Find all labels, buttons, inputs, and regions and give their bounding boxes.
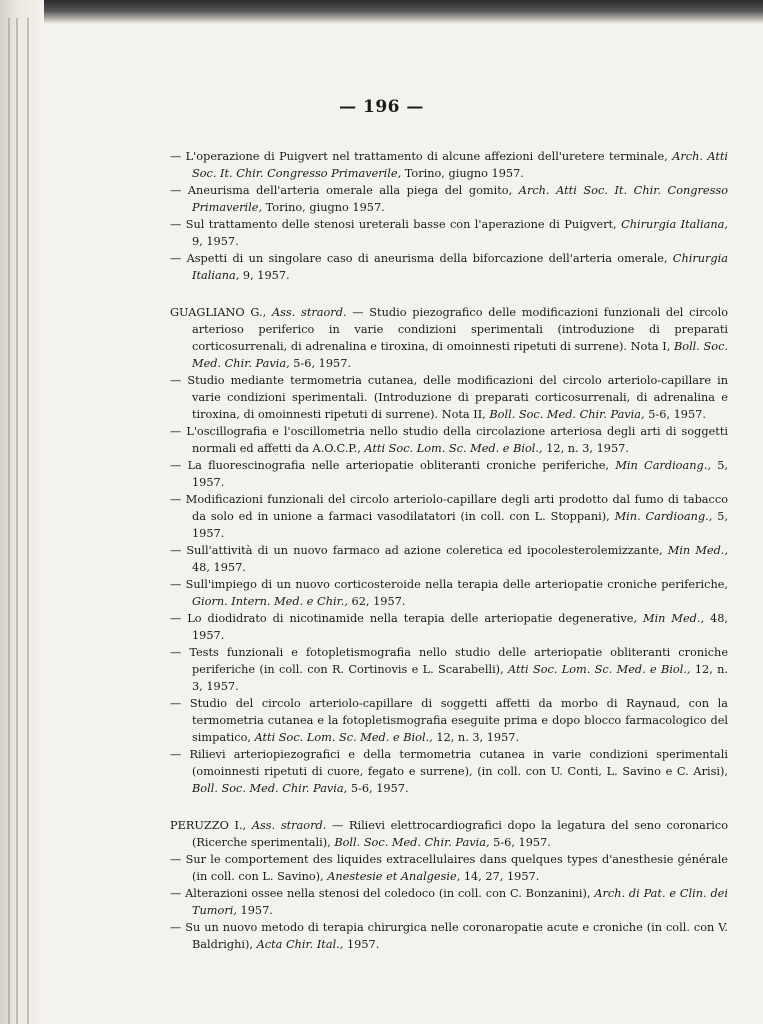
entry-title: — Sur le comportement des liquides extracellulaires dans quelques types d'anesthesie générale (in coll. con L. Savino),: [170, 853, 728, 883]
entry-title: — Sull'impiego di un nuovo corticosteroide nella terapia delle arteriopatie croniche periferiche,: [170, 578, 728, 591]
entry-citation: 14, 27, 1957.: [460, 870, 540, 883]
bibliography-list: [170, 148, 728, 953]
journal-name: Min Med.,: [643, 612, 705, 625]
bibliography-entry: [170, 919, 728, 953]
entry-citation: Torino, giugno 1957.: [262, 201, 385, 214]
author-role: Ass. straord.: [271, 306, 347, 319]
journal-name: Boll. Soc. Med. Chir. Pavia,: [334, 836, 490, 849]
bibliography-entry: [170, 610, 728, 644]
journal-name: Atti Soc. Lom. Sc. Med. e Biol.,: [364, 442, 543, 455]
journal-name: Min. Cardioang.,: [614, 510, 713, 523]
bibliography-entry: [170, 304, 728, 372]
journal-name: Min Cardioang.,: [615, 459, 711, 472]
bibliography-entry: [170, 491, 728, 542]
bibliography-entry: [170, 148, 728, 182]
entry-citation: 12, n. 3, 1957.: [542, 442, 629, 455]
entry-citation: 12, n. 3, 1957.: [192, 663, 728, 693]
entry-citation: 48, 1957.: [192, 612, 728, 642]
entry-title: — L'operazione di Puigvert nel trattamento di alcune affezioni dell'uretere terminale,: [170, 150, 673, 163]
binding-line: [16, 18, 18, 1024]
page-binding-edge: [0, 0, 44, 1024]
entry-citation: 5-6, 1957.: [347, 782, 409, 795]
journal-name: Arch. Atti Soc. It. Chir. Congresso Primaverile,: [192, 184, 728, 214]
bibliography-entry: [170, 817, 728, 851]
bibliography-entry: [170, 423, 728, 457]
entry-title: — L'oscillografia e l'oscillometria nello studio della circolazione arteriosa degli arti di soggetti normali ed affetti da A.O.C.P.,: [170, 425, 728, 455]
journal-name: Atti Soc. Lom. Sc. Med. e Biol.,: [254, 731, 433, 744]
group-spacer: [170, 797, 728, 817]
binding-line: [8, 18, 10, 1024]
entry-title: — Aneurisma dell'arteria omerale alla piega del gomito,: [170, 184, 519, 197]
group-spacer: [170, 284, 728, 304]
bibliography-entry: [170, 576, 728, 610]
entry-title: — Sull'attività di un nuovo farmaco ad azione coleretica ed ipocolesterolemizzante,: [170, 544, 668, 557]
entry-title: — Studio del circolo arteriolo-capillare di soggetti affetti da morbo di Raynaud, con la termometria cutanea e la fotopletismografia eseguite prima e dopo blocco farmacologico del simpatico,: [170, 697, 728, 744]
entry-citation: 12, n. 3, 1957.: [432, 731, 520, 744]
entry-title: — Rilievi arteriopiezografici e della termometria cutanea in varie condizioni sperimentali (omoinnesti ripetuti di cuore, fegato e surrene), (in coll. con U. Conti, L. Savino e C. Arisi),: [170, 748, 728, 778]
journal-name: Acta Chir. Ital.,: [256, 938, 344, 951]
entry-citation: 5-6, 1957.: [489, 836, 551, 849]
entry-title: — Studio mediante termometria cutanea, delle modificazioni del circolo arteriolo-capillare in varie condizioni sperimentali. (Introduzione di preparati corticosurrenali, di adrenalina e tiroxina, di omoinnesti ripetuti di surrene). Nota II,: [170, 374, 728, 421]
entry-title: — Lo diodidrato di nicotinamide nella terapia delle arteriopatie degenerative,: [170, 612, 643, 625]
entry-title: — Su un nuovo metodo di terapia chirurgica nelle coronaropatie acute e croniche (in coll. con V. Baldrighi),: [170, 921, 728, 951]
entry-title: — Tests funzionali e fotopletismografia nello studio delle arteriopatie obliteranti croniche periferiche (in coll. con R. Cortinovis e L. Scarabelli),: [170, 646, 728, 676]
journal-name: Anestesie et Analgesie,: [327, 870, 461, 883]
entry-citation: 9, 1957.: [239, 269, 290, 282]
journal-name: Arch. Atti Soc. It. Chir. Congresso Primaverile,: [192, 150, 729, 180]
bibliography-entry: [170, 542, 728, 576]
entry-citation: 5-6, 1957.: [644, 408, 706, 421]
scan-top-edge: [0, 0, 763, 24]
journal-name: Chirurgia Italiana,: [621, 218, 728, 231]
bibliography-entry: [170, 644, 728, 695]
bibliography-entry: [170, 746, 728, 797]
entry-citation: 1957.: [236, 904, 273, 917]
journal-name: Giorn. Intern. Med. e Chir.,: [192, 595, 348, 608]
entry-citation: 48, 1957.: [192, 561, 246, 574]
entry-citation: 9, 1957.: [192, 235, 239, 248]
bibliography-entry: [170, 250, 728, 284]
entry-citation: 5, 1957.: [192, 459, 728, 489]
journal-name: Chirurgia Italiana,: [192, 252, 728, 282]
author-name: GUAGLIANO G.,: [170, 306, 267, 319]
entry-citation: 5-6, 1957.: [289, 357, 352, 370]
bibliography-entry: [170, 216, 728, 250]
author-role: Ass. straord.: [251, 819, 327, 832]
bibliography-entry: [170, 851, 728, 885]
entry-title: — La fluorescinografia nelle arteriopatie obliteranti croniche periferiche,: [170, 459, 616, 472]
binding-line: [27, 18, 29, 1024]
journal-name: Boll. Soc. Med. Chir. Pavia,: [489, 408, 645, 421]
entry-title: — Aspetti di un singolare caso di aneurisma della biforcazione dell'arteria omerale,: [170, 252, 673, 265]
entry-title: — Rilievi elettrocardiografici dopo la legatura del seno coronarico (Ricerche sperimentali),: [192, 819, 729, 849]
page-number: — 196 —: [339, 97, 424, 117]
entry-title: — Studio piezografico delle modificazioni funzionali del circolo arterioso periferico in varie condizioni sperimentali (introduzione di preparati corticosurrenali, di adrenalina e tiroxina, di omoinnesti ripetuti di surrene). Nota I,: [192, 306, 729, 353]
bibliography-entry: [170, 372, 728, 423]
journal-name: Atti Soc. Lom. Sc. Med. e Biol.,: [508, 663, 691, 676]
entry-citation: Torino, giugno 1957.: [401, 167, 524, 180]
journal-name: Boll. Soc. Med. Chir. Pavia,: [192, 782, 348, 795]
journal-name: Min Med.,: [667, 544, 728, 557]
entry-title: — Alterazioni ossee nella stenosi del coledoco (in coll. con C. Bonzanini),: [170, 887, 595, 900]
entry-title: — Modificazioni funzionali del circolo arteriolo-capillare degli arti prodotto dal fumo di tabacco da solo ed in unione a farmaci vasodilatatori (in coll. con L. Stoppani),: [170, 493, 728, 523]
journal-name: Arch. di Pat. e Clin. dei Tumori,: [192, 887, 728, 917]
bibliography-entry: [170, 695, 728, 746]
journal-name: Boll. Soc. Med. Chir. Pavia,: [192, 340, 728, 370]
entry-title: — Sul trattamento delle stenosi ureterali basse con l'aperazione di Puigvert,: [170, 218, 622, 231]
entry-citation: 62, 1957.: [347, 595, 406, 608]
entry-citation: 5, 1957.: [192, 510, 728, 540]
bibliography-entry: [170, 182, 728, 216]
bibliography-entry: [170, 457, 728, 491]
bibliography-entry: [170, 885, 728, 919]
entry-citation: 1957.: [343, 938, 380, 951]
author-name: PERUZZO I.,: [170, 819, 247, 832]
